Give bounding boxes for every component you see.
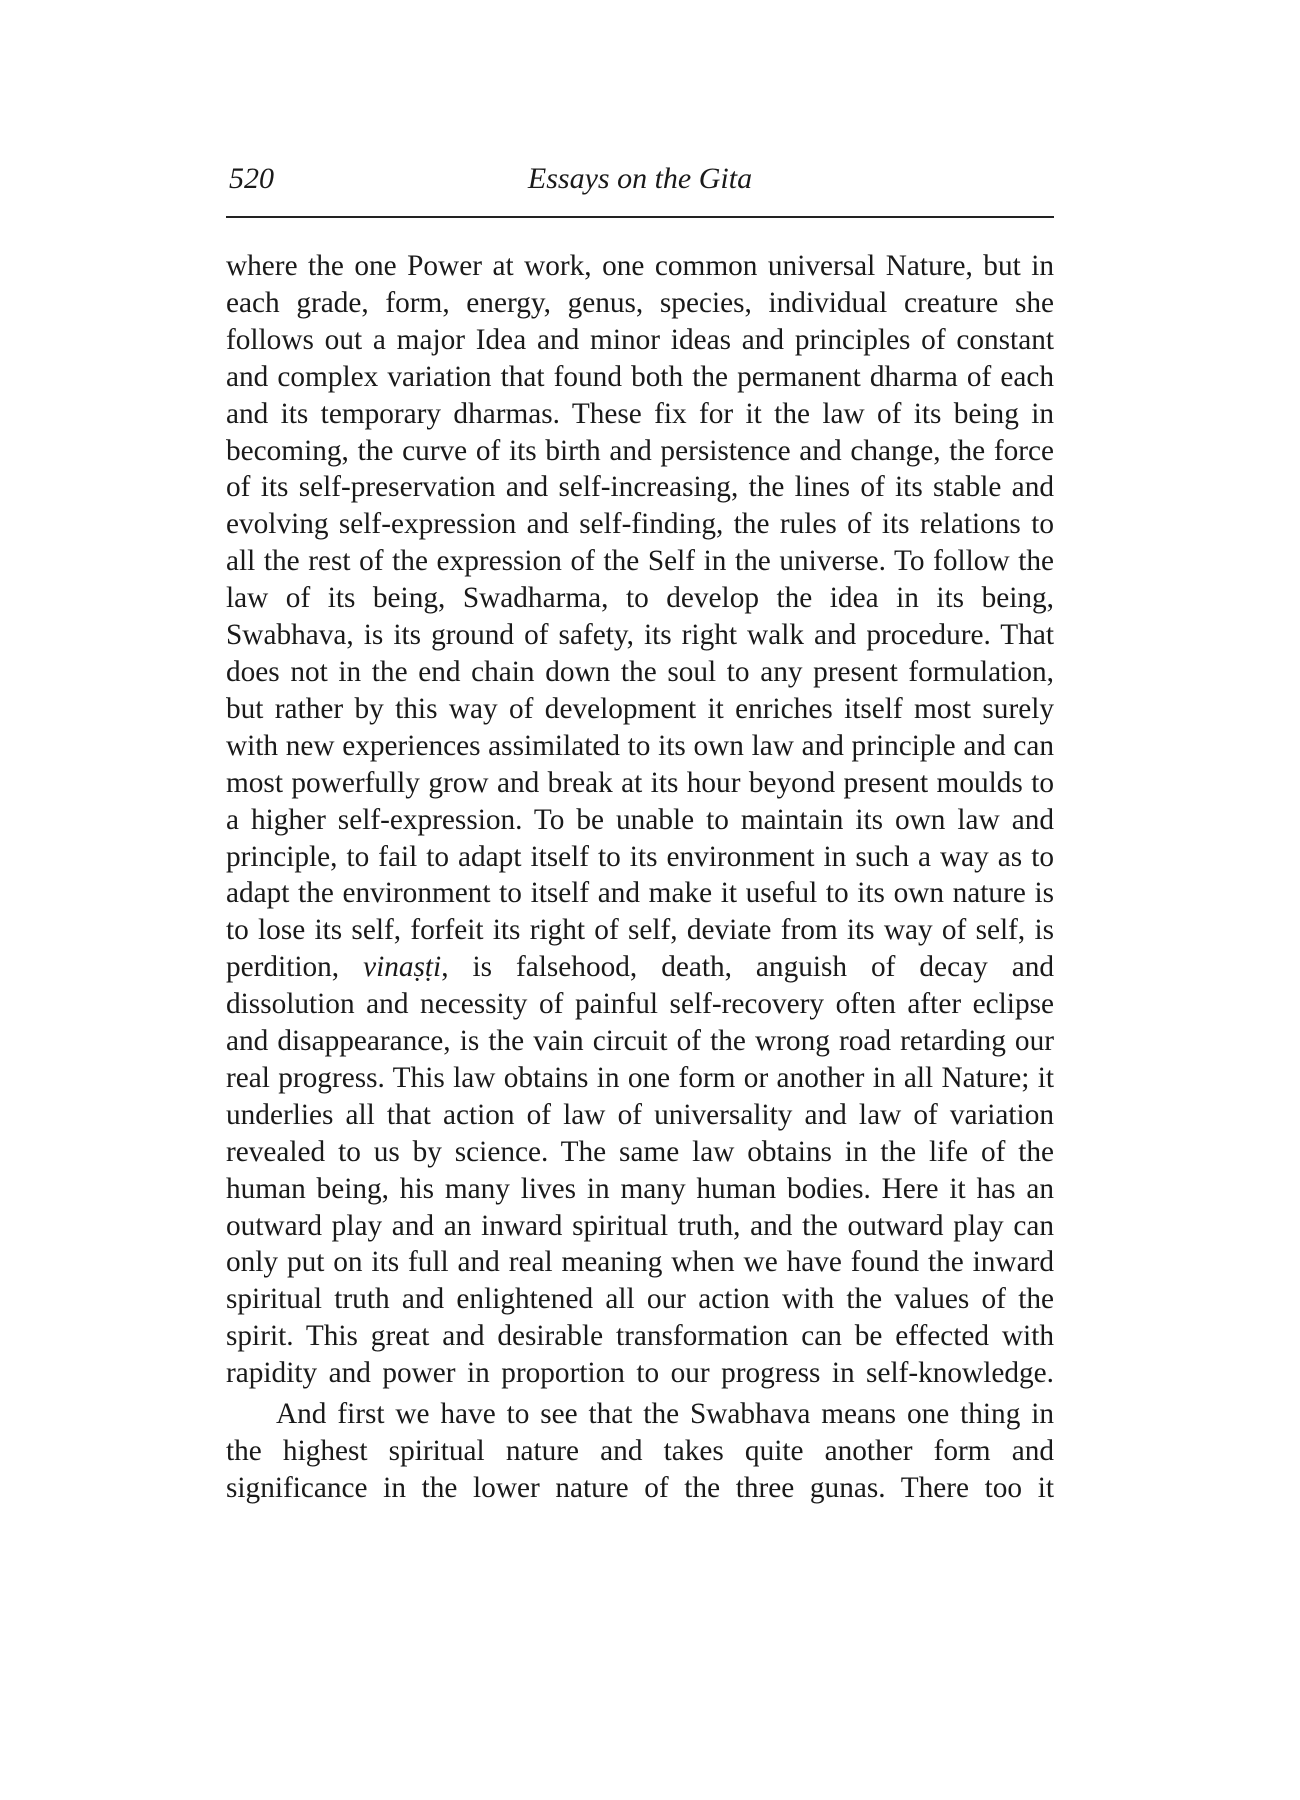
paragraph-1-text-b: , is falsehood, death, anguish of decay and dissolution and necessity of painful self-recovery often after eclipse and disappearance, is the vain circuit of the wrong road retarding our real progress. This law obtains in one form or another in all Nature; it underlies all that action of law of universality and law of variation revealed to us by science. The same law obtains in the life of the human being, his many lives in many human bodies. Here it has an outward play and an inward spiritual truth, and the outward play can only put on its full and real meaning when we have found the inward spiritual truth and enlightened all our action with the values of the spirit. This great and desirable transformation can be effected with rapidity and power in proportion to our progress in self-knowledge.: [226, 951, 1054, 1390]
emphasis-vinasti: vinaṣṭi: [363, 951, 442, 984]
body-text: [226, 248, 1054, 1507]
paragraph-1-text-a: where the one Power at work, one common universal Nature, but in each grade, form, energy, genus, species, individual creature she follows out a major Idea and minor ideas and principles of constant and complex variation that found both the permanent dharma of each and its temporary dharmas. These fix for it the law of its being in becoming, the curve of its birth and persistence and change, the force of its self-preservation and self-increasing, the lines of its stable and evolving self-expression and self-finding, the rules of its relations to all the rest of the expression of the Self in the universe. To follow the law of its being, Swadharma, to develop the idea in its being, Swabhava, is its ground of safety, its right walk and procedure. That does not in the end chain down the soul to any present formulation, but rather by this way of development it enriches itself most surely with new experiences assimilated to its own law and principle and can most powerfully grow and break at its hour beyond present moulds to a higher self-expression. To be unable to maintain its own law and principle, to fail to adapt itself to its environment in such a way as to adapt the environment to itself and make it useful to its own nature is to lose its self, forfeit its right of self, deviate from its way of self, is perdition,: [226, 250, 1054, 984]
paragraph-2: And first we have to see that the Swabhava means one thing in the highest spiritual nature and takes quite another form and significance in the lower nature of the three gunas. There too it: [226, 1398, 1054, 1504]
page-header: [226, 160, 1054, 218]
paragraph-1: [226, 248, 1054, 1392]
page-number: 520: [229, 162, 274, 195]
running-title: Essays on the Gita: [527, 162, 753, 195]
